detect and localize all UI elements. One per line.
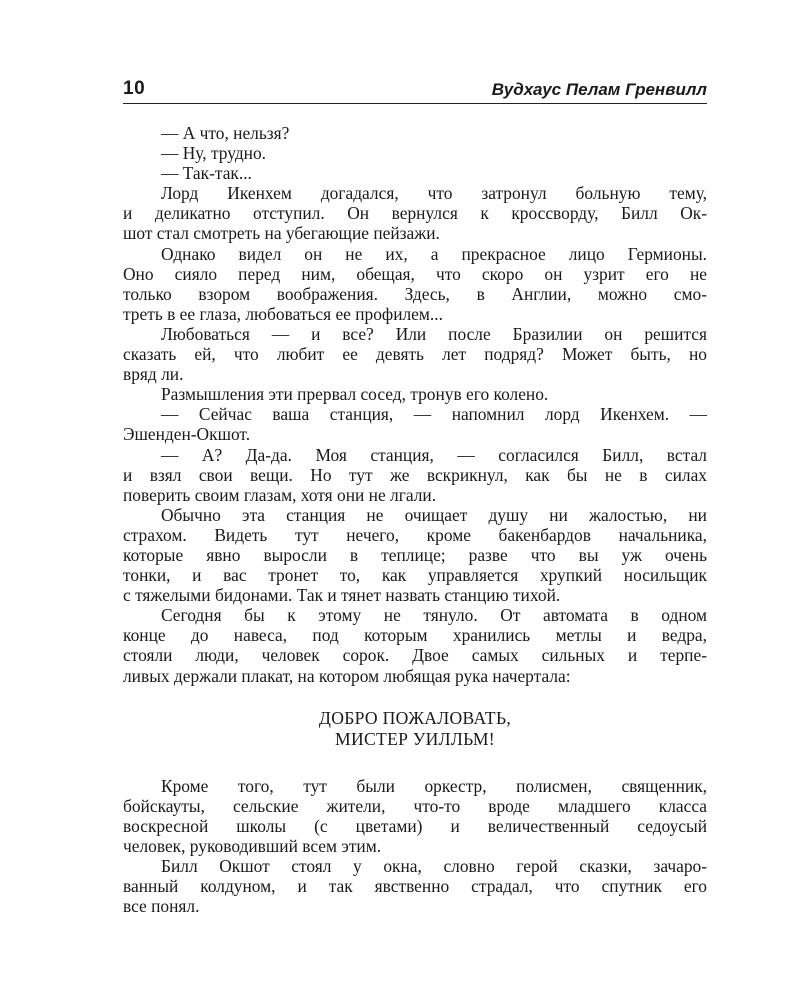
- text-line: Обычно эта станция не очищает душу ни жалостью, ни: [161, 504, 707, 525]
- text-line: — Сейчас ваша станция, — напомнил лорд Икенхем. —: [161, 404, 707, 425]
- paragraph: [123, 183, 707, 243]
- paragraph: [123, 404, 707, 444]
- sign-line-2: МИСТЕР УИЛЛЬМ!: [335, 728, 495, 749]
- text-line: страхом. Видеть тут нечего, кроме бакенбардов начальника,: [123, 524, 707, 545]
- text-line: Эшенден-Окшот.: [123, 424, 251, 445]
- text-line: вряд ли.: [123, 364, 184, 385]
- text-line: все понял.: [123, 896, 200, 917]
- paragraph: [123, 605, 707, 685]
- text-line: воскресной школы (с цветами) и величественный седоусый: [123, 815, 707, 836]
- sign-line-1: ДОБРО ПОЖАЛОВАТЬ,: [318, 707, 512, 728]
- running-title-author: Вудхаус Пелам Гренвилл: [491, 80, 707, 99]
- text-line: только взором воображения. Здесь, в Англии, можно смо-: [123, 283, 707, 304]
- body-text: [123, 123, 707, 916]
- text-line: Билл Окшот стоял у окна, словно герой сказки, зачаро-: [161, 856, 707, 876]
- paragraph: [123, 143, 707, 163]
- text-line: сказать ей, что любит ее девять лет подряд? Может быть, но: [123, 344, 707, 365]
- running-head: [123, 78, 707, 104]
- text-line: и деликатно отступил. Он вернулся к кроссворду, Билл Ок-: [123, 203, 707, 224]
- paragraph: [123, 244, 707, 324]
- text-line: ливых держали плакат, на котором любящая рука начертала:: [123, 665, 571, 686]
- text-line: Однако видел он не их, а прекрасное лицо Гермионы.: [161, 243, 707, 264]
- text-line: треть в ее глаза, любоваться ее профилем...: [123, 303, 443, 324]
- text-line: бойскауты, сельские жители, что-то вроде младшего класса: [123, 795, 707, 816]
- text-line: ванный колдуном, и так явственно страдал, что спутник его: [123, 876, 707, 897]
- text-line: Любоваться — и все? Или после Бразилии он решится: [161, 323, 707, 344]
- paragraph: [123, 123, 707, 143]
- text-line: с тяжелыми бидонами. Так и тянет назвать станцию тихой.: [123, 585, 561, 606]
- text-line: шот стал смотреть на убегающие пейзажи.: [123, 223, 440, 244]
- welcome-sign-text: [123, 708, 707, 750]
- text-line: конце до навеса, под которым хранились метлы и ведра,: [123, 625, 707, 646]
- paragraph: [123, 324, 707, 384]
- page-number: 10: [123, 78, 146, 99]
- paragraphs-after-sign: [123, 776, 707, 917]
- text-line: Кроме того, тут были оркестр, полисмен, священник,: [161, 775, 707, 796]
- text-line: — А? Да-да. Моя станция, — согласился Билл, встал: [161, 444, 707, 465]
- text-line: человек, руководивший всем этим.: [123, 835, 382, 856]
- text-line: Сегодня бы к этому не тянуло. От автомата в одном: [161, 605, 707, 626]
- paragraphs-before-sign: [123, 123, 707, 686]
- paragraph: [123, 445, 707, 505]
- text-line: поверить своим глазам, хотя они не лгали.: [123, 484, 437, 505]
- text-line: и взял свои вещи. Но тут же вскрикнул, как бы не в силах: [123, 464, 707, 485]
- text-line: Оно сияло перед ним, обещая, что скоро он узрит его не: [123, 263, 707, 284]
- text-line: тонки, и вас тронет то, как управляется хрупкий носильщик: [123, 565, 707, 586]
- paragraph: [123, 163, 707, 183]
- paragraph: [123, 505, 707, 605]
- text-line: стояли люди, человек сорок. Двое самых сильных и терпе-: [123, 645, 707, 666]
- paragraph: [123, 856, 707, 916]
- text-line: Лорд Икенхем догадался, что затронул больную тему,: [161, 183, 707, 204]
- book-page: [123, 78, 707, 916]
- paragraph: [123, 776, 707, 856]
- text-line: — Ну, трудно.: [161, 143, 267, 164]
- paragraph: [123, 384, 707, 404]
- text-line: Размышления эти прервал сосед, тронув его колено.: [161, 384, 549, 405]
- text-line: которые явно выросли в теплице; разве что вы уж очень: [123, 544, 707, 565]
- text-line: — Так-так...: [161, 163, 252, 184]
- text-line: — А что, нельзя?: [161, 123, 290, 143]
